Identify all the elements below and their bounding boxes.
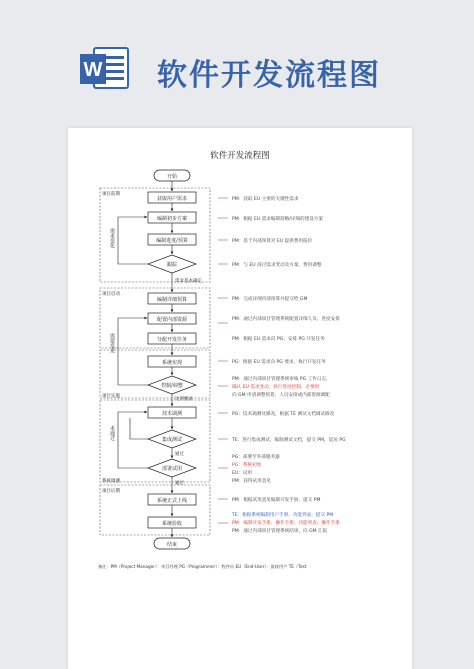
diamond-d2-label: 控制/调整 — [161, 383, 183, 389]
note-13b: PM：编制开发手册、操作手册、功能列表、操作手册 — [232, 521, 340, 526]
phase-label-2: 项目启动 — [102, 292, 120, 297]
loop-label-1: 需求变化 — [109, 228, 115, 248]
edge-label-4: 通过 — [175, 481, 184, 486]
box-b10-label: 系统验收 — [161, 521, 183, 527]
loop-label-2: 需要变更 — [109, 333, 115, 353]
edge-label-2: 达到要求 — [175, 397, 193, 402]
note-11a: PG：部署至外部服务器 — [232, 455, 280, 460]
flowchart — [68, 128, 412, 669]
note-4: PM：与 EU 商讨需求变动及方案、费用调整 — [232, 263, 322, 268]
note-2: PM：根据 EU 需求编制简略/详细的建设方案 — [232, 217, 323, 222]
diamond-d1-label: 跟踪 — [166, 262, 178, 268]
phase-label-4: 系统调测 — [102, 479, 120, 484]
phase-label-1: 项目前期 — [102, 192, 120, 197]
diamond-d4-label: 部署试用 — [161, 466, 183, 472]
note-9: PG：技术调测及修改，根据 TE 测试文档调试修改 — [232, 412, 335, 417]
note-3: PM：基于内部预算对 EU 提供费用报价 — [232, 239, 313, 244]
note-13c: PM：通过内部项目管理系统结项，向 GM 汇报 — [232, 529, 328, 534]
edge-label-1: 需求基本确定 — [175, 279, 202, 284]
edge-label-3: 通过 — [175, 452, 184, 457]
note-6b: PM：根据 EU 需求向 PG、安排 PG 开发任务 — [232, 337, 325, 342]
end-label: 结束 — [166, 542, 178, 548]
note-8b: 确认 EU 需求变动，执行进度控制，必要时 — [232, 385, 320, 390]
banner-title: 软件开发流程图 — [157, 58, 381, 93]
loop-label-3: 未通过 — [109, 425, 115, 441]
note-1: PM：获取 EU 主要的关键性需求 — [232, 197, 299, 202]
note-11b: PG：系统初始 — [232, 463, 262, 468]
footer-note: 备注：PM（Project Manager）：项目经理 PG（Programmer）：程序员 EU（End-User）：最终用户 TE（Test — [98, 564, 307, 569]
box-b3-label: 编制进度/预算 — [156, 238, 188, 244]
start-label: 开始 — [166, 174, 178, 180]
document-page — [68, 128, 412, 669]
box-b9-label: 系统正式上线 — [156, 498, 188, 504]
note-10a: TE：进行集成测试，编制测试文档，提交 PM，返送 PG — [232, 438, 346, 443]
doc-title: 软件开发流程图 — [210, 151, 270, 161]
note-13a: TE：根据系统编制用户手册、功能列表，提交 PM — [232, 513, 334, 518]
word-icon — [78, 42, 130, 94]
note-7: PG：根据 EU 需求向 PG 要求，执行开发任务 — [232, 360, 326, 365]
note-8a: PM：通过内部项目管理系统审核 PG 工作日志， — [232, 377, 331, 382]
note-11c: EU：试用 — [232, 471, 253, 476]
box-b6-label: 分配开发任务 — [156, 337, 188, 343]
note-6a: PM：通过内部项目管理系统配置详细人员、进度安排 — [232, 317, 340, 322]
note-12: PM：根据试用意见编制开发手册，提交 PM — [232, 498, 321, 503]
box-b7-label: 系统实现 — [161, 360, 183, 366]
note-11d: PM：获得试用意见 — [232, 479, 271, 484]
box-b1-label: 获取用户需求 — [156, 196, 188, 202]
phase-label-3: 项目实施 — [102, 394, 120, 399]
box-b5-label: 配置内部资源 — [156, 317, 188, 323]
note-5: PM：完成详细内部预算并提交给 GM — [232, 297, 308, 302]
box-b8-label: 技术调测 — [161, 411, 183, 417]
banner — [0, 0, 474, 110]
box-b2-label: 编制初步方案 — [156, 216, 188, 222]
word-logo-letter: W — [83, 59, 103, 81]
note-8c: 向 GM 申请调整预算、人员安排或内部资源调配 — [232, 393, 330, 398]
diamond-d3-label: 集成测试 — [161, 437, 183, 443]
box-b4-label: 编制详细预算 — [156, 297, 188, 303]
phase-label-5: 项目后期 — [102, 489, 120, 494]
